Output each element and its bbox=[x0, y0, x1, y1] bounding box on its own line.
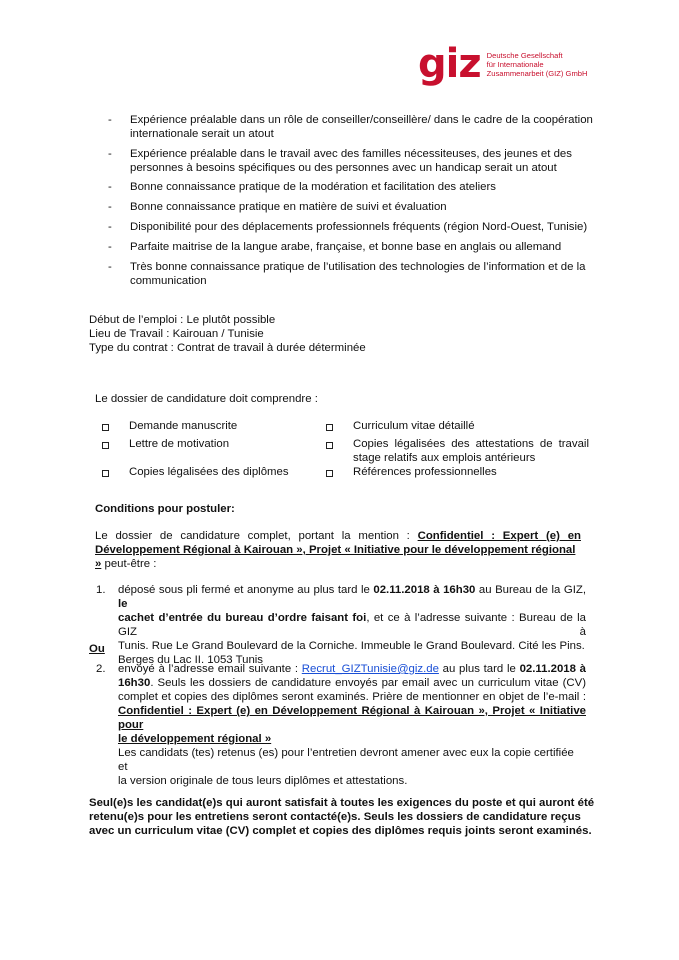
checkbox-icon bbox=[326, 442, 333, 449]
option-2-line: Les candidats (tes) retenus (es) pour l’entretien devront amener avec eux la copie certifiée et bbox=[118, 747, 574, 773]
dash-bullet: - bbox=[108, 148, 112, 160]
dossier-item bbox=[326, 437, 589, 465]
option-2-line: la version originale de tous leurs diplômes et attestations. bbox=[118, 775, 408, 787]
conditions-heading: Conditions pour postuler: bbox=[95, 503, 235, 515]
conditions-intro-line bbox=[95, 529, 581, 543]
subject-mention: Confidentiel : Expert (e) en bbox=[417, 530, 581, 542]
closing-note bbox=[89, 796, 599, 838]
dash-bullet: - bbox=[108, 201, 112, 213]
deadline-date: 02.11.2018 à 16h30 bbox=[373, 584, 476, 596]
dossier-item-label: Demande manuscrite bbox=[129, 420, 238, 432]
checkbox-icon bbox=[102, 470, 109, 477]
option-1-text: au Bureau de la GIZ, bbox=[475, 584, 586, 596]
option-1-text: , et ce à l’adresse suivante : Bureau de la GIZ à bbox=[118, 612, 586, 638]
submission-option-2 bbox=[118, 662, 586, 788]
giz-logo-text bbox=[487, 51, 588, 78]
dossier-item-label: Curriculum vitae détaillé bbox=[353, 420, 475, 432]
conditions-intro-line bbox=[95, 557, 581, 571]
dash-bullet: - bbox=[108, 221, 112, 233]
closing-line: retenu(e)s pour les entretiens seront contacté(e)s. Seuls les dossiers de candidature reçus bbox=[89, 811, 581, 823]
dash-bullet: - bbox=[108, 181, 112, 193]
dossier-item-label: Copies légalisées des diplômes bbox=[129, 466, 289, 478]
option-2-line bbox=[118, 676, 586, 690]
option-1-text: déposé sous pli fermé et anonyme au plus tard le bbox=[118, 584, 374, 596]
job-contract: Type du contrat : Contrat de travail à durée déterminée bbox=[89, 342, 366, 354]
requirement-text: internationale serait un atout bbox=[130, 128, 274, 140]
closing-line: avec un curriculum vitae (CV) complet et copies des diplômes requis joints seront examinés. bbox=[89, 825, 592, 837]
job-location: Lieu de Travail : Kairouan / Tunisie bbox=[89, 328, 264, 340]
option-1-text: le bbox=[118, 598, 128, 610]
checkbox-icon bbox=[102, 442, 109, 449]
dossier-item-label: Copies légalisées des attestations de travail stage relatifs aux emplois antérieurs bbox=[353, 438, 589, 464]
requirement-text: Disponibilité pour des déplacements professionnels fréquents (région Nord-Ouest, Tunisie) bbox=[130, 221, 588, 233]
option-2-text: envoyé à l’adresse email suivante : bbox=[118, 663, 302, 675]
postmark-note: cachet d’entrée du bureau d’ordre faisant foi bbox=[118, 612, 367, 624]
requirement-text: Expérience préalable dans le travail avec des familles nécessiteuses, des jeunes et des bbox=[130, 148, 572, 160]
option-1-line bbox=[118, 611, 586, 639]
giz-logo bbox=[418, 41, 588, 87]
requirement-text: Expérience préalable dans un rôle de conseiller/conseillère/ dans le cadre de la coopération bbox=[130, 114, 593, 126]
option-2-line bbox=[118, 662, 586, 676]
subject-mention: » bbox=[95, 558, 102, 570]
requirement-text: Bonne connaissance pratique de la modération et facilitation des ateliers bbox=[130, 181, 496, 193]
checkbox-icon bbox=[326, 470, 333, 477]
conditions-intro-text: Le dossier de candidature complet, portant la mention : bbox=[95, 530, 418, 542]
job-start-value: Le plutôt possible bbox=[186, 314, 276, 326]
logo-line: Deutsche Gesellschaft bbox=[486, 50, 563, 60]
item-number: 2. bbox=[96, 663, 106, 675]
dash-bullet: - bbox=[108, 241, 112, 253]
deadline-time: 16h30 bbox=[118, 677, 151, 689]
job-info bbox=[89, 313, 609, 355]
logo-line: für Internationale bbox=[486, 59, 544, 69]
option-1-address: Berges du Lac II. 1053 Tunis bbox=[118, 654, 264, 666]
dossier-item-label: Références professionnelles bbox=[353, 466, 497, 478]
option-2-line: complet et copies des diplômes seront examinés. Prière de mentionner en objet de l’e-mail : bbox=[118, 691, 586, 703]
checkbox-icon bbox=[326, 424, 333, 431]
email-subject: Confidentiel : Expert (e) en Développement Régional à Kairouan », Projet « Initiative pour bbox=[118, 705, 586, 731]
requirement-text: Bonne connaissance pratique en matière de suivi et évaluation bbox=[130, 201, 447, 213]
logo-line: Zusammenarbeit (GIZ) GmbH bbox=[486, 68, 588, 78]
email-link[interactable]: Recrut_GIZTunisie@giz.de bbox=[301, 663, 439, 675]
option-2-text: . Seuls les dossiers de candidature envoyés par email avec un curriculum vitae (CV) bbox=[150, 677, 586, 689]
requirement-text: communication bbox=[130, 275, 207, 287]
conditions-intro bbox=[95, 529, 581, 571]
requirement-text: personnes à besoins spécifiques ou des personnes avec un handicap serait un atout bbox=[130, 162, 557, 174]
option-1-line bbox=[118, 583, 586, 611]
closing-line: Seul(e)s les candidat(e)s qui auront satisfait à toutes les exigences du poste et qui auront été bbox=[89, 797, 595, 809]
item-number: 1. bbox=[96, 584, 106, 596]
option-1-address: Tunis. Rue Le Grand Boulevard de la Corniche. Immeuble le Grand Boulevard. Cité les Pins. bbox=[118, 640, 585, 652]
submission-option-1 bbox=[118, 583, 586, 667]
job-start bbox=[89, 313, 609, 327]
subject-mention: Développement Régional à Kairouan », Projet « Initiative pour le développement régional bbox=[95, 544, 576, 556]
dash-bullet: - bbox=[108, 261, 112, 273]
or-separator: Ou bbox=[89, 643, 105, 655]
dossier-intro: Le dossier de candidature doit comprendre : bbox=[95, 393, 318, 405]
dash-bullet: - bbox=[108, 114, 112, 126]
dossier-item-label: Lettre de motivation bbox=[129, 438, 230, 450]
dossier-item bbox=[326, 419, 593, 433]
requirement-text: Très bonne connaissance pratique de l’utilisation des technologies de l’information et de la bbox=[130, 261, 586, 273]
email-subject: le développement régional » bbox=[118, 733, 272, 745]
conditions-intro-text: peut-être : bbox=[101, 558, 157, 570]
requirement-text: Parfaite maitrise de la langue arabe, française, et bonne base en anglais ou allemand bbox=[130, 241, 562, 253]
job-start-label: Début de l’emploi : bbox=[89, 314, 187, 326]
option-2-text: au plus tard le bbox=[438, 663, 520, 675]
checkbox-icon bbox=[102, 424, 109, 431]
dossier-item bbox=[326, 465, 593, 479]
conditions-intro-line bbox=[95, 543, 581, 557]
deadline-date: 02.11.2018 à bbox=[519, 663, 586, 675]
giz-logo-mark: giz bbox=[418, 41, 481, 87]
